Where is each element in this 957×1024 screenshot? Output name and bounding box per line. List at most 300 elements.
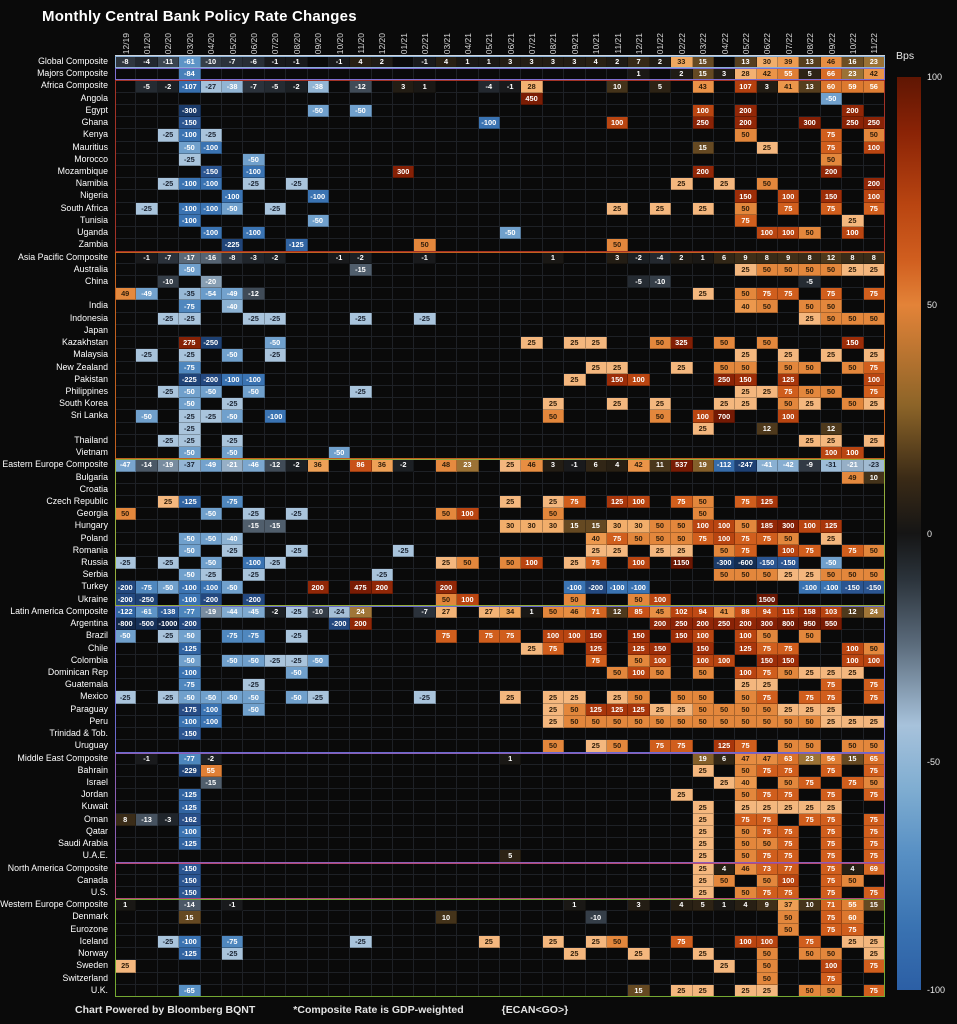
heatmap-cell: 25 [115, 960, 136, 972]
heatmap-cell [222, 93, 243, 105]
heatmap-cell [243, 936, 264, 948]
heatmap-cell [158, 667, 179, 679]
heatmap-cell [372, 679, 393, 691]
heatmap-cell: -8 [115, 56, 136, 68]
colorbar-tick: 50 [927, 300, 938, 311]
heatmap-cell [350, 814, 371, 826]
heatmap-cell [457, 863, 478, 875]
heatmap-cell: -1 [329, 56, 350, 68]
heatmap-cell [564, 252, 585, 264]
heatmap-cell: 50 [757, 838, 778, 850]
heatmap-cell [564, 838, 585, 850]
heatmap-cell [393, 801, 414, 813]
heatmap-cell [714, 948, 735, 960]
heatmap-cell [607, 765, 628, 777]
heatmap-cell [243, 190, 264, 202]
heatmap-cell [436, 801, 457, 813]
heatmap-cell [693, 154, 714, 166]
heatmap-cell [650, 264, 671, 276]
heatmap-cell [436, 374, 457, 386]
heatmap-cell: 25 [842, 936, 863, 948]
heatmap-cell [286, 264, 307, 276]
heatmap-cell: 125 [778, 374, 799, 386]
heatmap-cell: 25 [821, 349, 842, 361]
heatmap-cell: 100 [650, 594, 671, 606]
heatmap-cell [799, 129, 820, 141]
heatmap-cell: -10 [201, 56, 222, 68]
row-label: Global Composite [38, 56, 108, 66]
heatmap-cell: -25 [350, 936, 371, 948]
heatmap-cell [243, 985, 264, 997]
row-label: Angola [80, 92, 108, 103]
heatmap-cell [243, 447, 264, 459]
heatmap-cell [393, 875, 414, 887]
row-label: Switzerland [62, 972, 108, 983]
heatmap-cell [864, 728, 885, 740]
heatmap-cell [607, 337, 628, 349]
heatmap-cell [308, 863, 329, 875]
heatmap-cell [521, 215, 542, 227]
heatmap-cell [521, 704, 542, 716]
heatmap-cell [308, 667, 329, 679]
heatmap-cell [671, 166, 692, 178]
heatmap-cell: -107 [179, 80, 200, 92]
heatmap-cell [671, 484, 692, 496]
heatmap-cell [115, 276, 136, 288]
heatmap-cell [628, 484, 649, 496]
heatmap-cell: -38 [222, 80, 243, 92]
heatmap-cell [543, 288, 564, 300]
heatmap-cell [372, 594, 393, 606]
heatmap-cell: 10 [607, 80, 628, 92]
heatmap-cell [735, 423, 756, 435]
heatmap-cell [414, 789, 435, 801]
heatmap-cell [393, 973, 414, 985]
heatmap-cell [393, 264, 414, 276]
heatmap-cell [564, 190, 585, 202]
heatmap-cell: -14 [136, 459, 157, 471]
heatmap-cell [714, 227, 735, 239]
heatmap-cell [778, 496, 799, 508]
row-label: Kenya [83, 129, 108, 140]
heatmap-cell [350, 753, 371, 765]
heatmap-cell: 25 [693, 948, 714, 960]
heatmap-cell [650, 386, 671, 398]
heatmap-cell [543, 911, 564, 923]
heatmap-cell [350, 863, 371, 875]
heatmap-cell [158, 924, 179, 936]
heatmap-cell: -75 [136, 581, 157, 593]
heatmap-cell [222, 740, 243, 752]
heatmap-cell: 50 [778, 777, 799, 789]
heatmap-cell [650, 508, 671, 520]
heatmap-cell: -100 [243, 166, 264, 178]
heatmap-cell: 75 [757, 887, 778, 899]
row-label: Bahrain [77, 764, 108, 775]
heatmap-cell: 50 [799, 948, 820, 960]
heatmap-cell [115, 753, 136, 765]
heatmap-cell: -12 [350, 80, 371, 92]
heatmap-cell: -150 [179, 887, 200, 899]
heatmap-cell [628, 765, 649, 777]
heatmap-cell: -50 [179, 142, 200, 154]
heatmap-cell: -25 [286, 508, 307, 520]
heatmap-cell: 94 [693, 606, 714, 618]
heatmap-cell [500, 93, 521, 105]
heatmap-cell [671, 239, 692, 251]
heatmap-cell [414, 93, 435, 105]
heatmap-cell: 75 [864, 838, 885, 850]
heatmap-cell: 71 [586, 606, 607, 618]
heatmap-cell: -35 [179, 288, 200, 300]
heatmap-cell [650, 496, 671, 508]
heatmap-cell: 60 [842, 911, 863, 923]
heatmap-cell [243, 435, 264, 447]
heatmap-cell [521, 875, 542, 887]
heatmap-cell [265, 875, 286, 887]
heatmap-cell [479, 618, 500, 630]
heatmap-cell [714, 288, 735, 300]
heatmap-cell [500, 386, 521, 398]
heatmap-cell: -250 [201, 337, 222, 349]
row-label: Uruguay [74, 740, 108, 751]
colorbar-tick: 100 [927, 72, 943, 82]
heatmap-cell [864, 618, 885, 630]
heatmap-cell [393, 606, 414, 618]
heatmap-cell [308, 838, 329, 850]
heatmap-cell [457, 643, 478, 655]
heatmap-cell [479, 337, 500, 349]
heatmap-cell: -15 [265, 520, 286, 532]
heatmap-cell: 300 [778, 520, 799, 532]
heatmap-cell [286, 520, 307, 532]
heatmap-cell [136, 740, 157, 752]
heatmap-cell: -25 [158, 435, 179, 447]
heatmap-cell [115, 643, 136, 655]
heatmap-cell: 50 [628, 691, 649, 703]
heatmap-cell [286, 533, 307, 545]
heatmap-cell [821, 777, 842, 789]
heatmap-cell: -50 [179, 264, 200, 276]
heatmap-cell [521, 985, 542, 997]
heatmap-cell [564, 435, 585, 447]
heatmap-cell [457, 374, 478, 386]
heatmap-cell [115, 239, 136, 251]
heatmap-cell [179, 520, 200, 532]
heatmap-cell [671, 814, 692, 826]
heatmap-cell: 4 [671, 899, 692, 911]
heatmap-cell [693, 728, 714, 740]
heatmap-cell: 185 [757, 520, 778, 532]
heatmap-cell [628, 80, 649, 92]
heatmap-cell: 50 [650, 533, 671, 545]
heatmap-cell: -100 [179, 178, 200, 190]
heatmap-cell [393, 618, 414, 630]
heatmap-cell [201, 973, 222, 985]
heatmap-cell: 23 [457, 459, 478, 471]
heatmap-cell [201, 520, 222, 532]
row-label: U.K. [90, 984, 108, 995]
heatmap-cell [329, 80, 350, 92]
heatmap-cell [500, 472, 521, 484]
heatmap-cell [222, 643, 243, 655]
heatmap-cell: -25 [286, 655, 307, 667]
heatmap-cell [521, 533, 542, 545]
heatmap-cell: 25 [799, 313, 820, 325]
heatmap-cell [308, 826, 329, 838]
heatmap-cell: 100 [521, 557, 542, 569]
heatmap-cell [693, 569, 714, 581]
heatmap-cell [457, 276, 478, 288]
row-label: Brazil [86, 630, 108, 641]
heatmap-cell [457, 423, 478, 435]
heatmap-cell [479, 789, 500, 801]
heatmap-cell [308, 166, 329, 178]
heatmap-cell [543, 313, 564, 325]
row-label: Nigeria [80, 190, 108, 201]
heatmap-cell [115, 973, 136, 985]
heatmap-cell [457, 203, 478, 215]
heatmap-cell [136, 704, 157, 716]
heatmap-cell [586, 569, 607, 581]
heatmap-cell [821, 655, 842, 667]
row-label: Africa Composite [41, 80, 108, 91]
heatmap-cell [735, 973, 756, 985]
heatmap-cell [628, 410, 649, 422]
heatmap-cell [158, 117, 179, 129]
heatmap-cell: -100 [179, 203, 200, 215]
heatmap-cell: 50 [757, 960, 778, 972]
row-label: Vietnam [75, 447, 108, 458]
heatmap-cell: 30 [500, 520, 521, 532]
heatmap-cell [158, 484, 179, 496]
heatmap-cell [222, 337, 243, 349]
heatmap-cell [436, 838, 457, 850]
heatmap-cell [222, 68, 243, 80]
heatmap-cell [414, 924, 435, 936]
heatmap-cell [671, 472, 692, 484]
heatmap-cell [136, 300, 157, 312]
heatmap-cell [372, 435, 393, 447]
heatmap-cell [607, 93, 628, 105]
heatmap-cell: 25 [693, 288, 714, 300]
heatmap-cell: 56 [864, 80, 885, 92]
heatmap-cell [671, 973, 692, 985]
heatmap-cell [543, 80, 564, 92]
heatmap-cell [329, 594, 350, 606]
heatmap-cell [393, 56, 414, 68]
heatmap-cell [393, 581, 414, 593]
heatmap-cell [329, 630, 350, 642]
column-header-label: 10/20 [334, 32, 345, 54]
heatmap-cell: -125 [179, 801, 200, 813]
heatmap-cell: 3 [564, 56, 585, 68]
heatmap-cell [457, 337, 478, 349]
heatmap-cell: -150 [201, 166, 222, 178]
heatmap-cell: 50 [778, 264, 799, 276]
heatmap-cell: -50 [821, 557, 842, 569]
heatmap-cell [136, 472, 157, 484]
heatmap-cell [414, 863, 435, 875]
heatmap-cell [500, 313, 521, 325]
heatmap-cell: 75 [864, 850, 885, 862]
heatmap-cell [329, 508, 350, 520]
heatmap-cell [136, 215, 157, 227]
heatmap-cell [543, 679, 564, 691]
heatmap-cell [521, 166, 542, 178]
heatmap-cell: -100 [479, 117, 500, 129]
heatmap-cell [414, 716, 435, 728]
heatmap-cell: 25 [735, 985, 756, 997]
heatmap-cell [308, 496, 329, 508]
heatmap-cell [564, 264, 585, 276]
heatmap-cell [158, 826, 179, 838]
heatmap-cell [201, 985, 222, 997]
heatmap-cell [821, 740, 842, 752]
heatmap-cell [842, 300, 863, 312]
row-label: Canada [77, 874, 108, 885]
heatmap-cell [265, 447, 286, 459]
heatmap-cell [543, 203, 564, 215]
heatmap-cell [864, 337, 885, 349]
heatmap-cell [393, 753, 414, 765]
heatmap-cell: 28 [521, 80, 542, 92]
heatmap-cell [714, 911, 735, 923]
heatmap-cell [393, 313, 414, 325]
heatmap-cell [693, 740, 714, 752]
heatmap-cell: 100 [564, 630, 585, 642]
heatmap-cell [714, 484, 735, 496]
heatmap-cell [757, 190, 778, 202]
heatmap-cell: 2 [607, 56, 628, 68]
heatmap-cell: -12 [243, 288, 264, 300]
heatmap-cell [286, 679, 307, 691]
heatmap-cell: 15 [693, 56, 714, 68]
heatmap-cell [479, 203, 500, 215]
heatmap-cell [864, 276, 885, 288]
heatmap-cell: -75 [222, 936, 243, 948]
row-label: China [85, 275, 108, 286]
heatmap-cell [564, 753, 585, 765]
heatmap-cell: 50 [414, 239, 435, 251]
heatmap-cell [607, 166, 628, 178]
heatmap-cell [436, 716, 457, 728]
heatmap-cell: 25 [586, 337, 607, 349]
heatmap-cell [864, 154, 885, 166]
heatmap-cell: 75 [821, 838, 842, 850]
heatmap-cell: 30 [628, 520, 649, 532]
heatmap-cell [286, 557, 307, 569]
heatmap-cell [500, 447, 521, 459]
heatmap-cell [329, 691, 350, 703]
heatmap-cell: -150 [179, 875, 200, 887]
heatmap-cell [265, 264, 286, 276]
heatmap-cell [842, 386, 863, 398]
heatmap-cell [543, 581, 564, 593]
column-header-label: 11/22 [869, 33, 880, 54]
heatmap-cell [393, 288, 414, 300]
heatmap-cell [372, 618, 393, 630]
heatmap-cell: 30 [543, 520, 564, 532]
heatmap-cell [308, 911, 329, 923]
heatmap-cell [308, 154, 329, 166]
heatmap-cell [521, 349, 542, 361]
heatmap-cell: 25 [543, 398, 564, 410]
heatmap-cell: -25 [286, 545, 307, 557]
heatmap-cell [693, 386, 714, 398]
heatmap-cell [286, 435, 307, 447]
heatmap-cell [222, 777, 243, 789]
heatmap-cell [136, 679, 157, 691]
heatmap-cell: 100 [842, 227, 863, 239]
heatmap-cell [607, 899, 628, 911]
heatmap-cell [671, 80, 692, 92]
heatmap-cell [479, 215, 500, 227]
heatmap-cell: 200 [821, 166, 842, 178]
heatmap-cell [136, 985, 157, 997]
heatmap-cell [457, 129, 478, 141]
heatmap-cell [201, 655, 222, 667]
heatmap-cell: -15 [201, 777, 222, 789]
heatmap-cell [500, 508, 521, 520]
heatmap-cell [158, 777, 179, 789]
heatmap-cell [607, 288, 628, 300]
heatmap-cell [286, 227, 307, 239]
heatmap-cell: 25 [436, 557, 457, 569]
heatmap-cell [136, 887, 157, 899]
heatmap-cell [479, 581, 500, 593]
heatmap-cell: 75 [821, 924, 842, 936]
heatmap-cell [650, 68, 671, 80]
heatmap-cell [500, 178, 521, 190]
heatmap-cell [243, 911, 264, 923]
heatmap-cell [350, 533, 371, 545]
heatmap-cell [521, 484, 542, 496]
row-label: Poland [80, 532, 108, 543]
heatmap-cell [671, 105, 692, 117]
heatmap-cell: 100 [842, 447, 863, 459]
heatmap-cell [243, 924, 264, 936]
heatmap-cell: -50 [201, 533, 222, 545]
heatmap-cell [436, 875, 457, 887]
heatmap-cell [265, 826, 286, 838]
heatmap-cell [436, 105, 457, 117]
heatmap-cell [735, 581, 756, 593]
heatmap-cell [286, 447, 307, 459]
heatmap-cell [521, 655, 542, 667]
heatmap-cell: -150 [778, 557, 799, 569]
heatmap-cell: 75 [757, 826, 778, 838]
heatmap-cell: -175 [179, 704, 200, 716]
heatmap-cell [372, 887, 393, 899]
heatmap-cell [329, 129, 350, 141]
heatmap-cell [222, 728, 243, 740]
heatmap-cell: 100 [842, 655, 863, 667]
heatmap-cell [564, 423, 585, 435]
heatmap-cell [479, 545, 500, 557]
heatmap-cell [735, 728, 756, 740]
heatmap-cell: -50 [201, 691, 222, 703]
heatmap-cell: 125 [714, 740, 735, 752]
heatmap-cell [500, 264, 521, 276]
row-label: Qatar [85, 825, 108, 836]
heatmap-cell: 56 [821, 753, 842, 765]
heatmap-cell: 85 [628, 606, 649, 618]
heatmap-cell [757, 581, 778, 593]
heatmap-cell [778, 508, 799, 520]
heatmap-cell [158, 716, 179, 728]
heatmap-cell [436, 435, 457, 447]
